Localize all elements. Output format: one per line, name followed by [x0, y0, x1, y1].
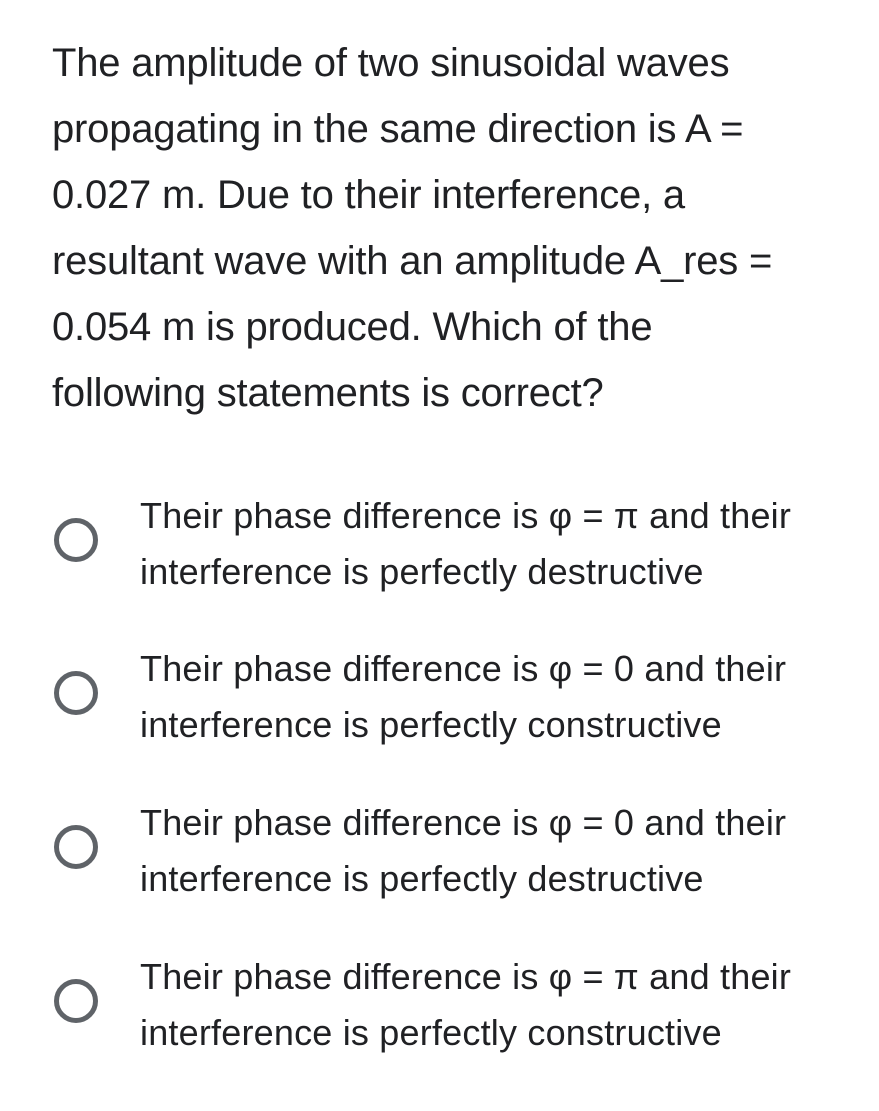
option-label-line: Their phase difference is φ = π and their — [140, 956, 792, 997]
answer-option-label — [140, 795, 875, 907]
radio-button-icon[interactable] — [54, 518, 98, 562]
answer-option-4[interactable] — [0, 949, 879, 1069]
question-line: propagating in the same direction is A = — [52, 107, 744, 151]
option-label-line: Their phase difference is φ = 0 and their — [140, 802, 787, 843]
question-line: resultant wave with an amplitude A_res = — [52, 239, 773, 283]
question-text — [52, 30, 852, 426]
answer-option-label — [140, 949, 875, 1061]
option-label-line: interference is perfectly destructive — [140, 858, 704, 899]
option-label-line: interference is perfectly constructive — [140, 704, 722, 745]
radio-button-icon[interactable] — [54, 979, 98, 1023]
radio-button-icon[interactable] — [54, 671, 98, 715]
radio-button-icon[interactable] — [54, 825, 98, 869]
answer-option-label — [140, 641, 875, 753]
answer-option-2[interactable] — [0, 641, 879, 761]
answer-option-label — [140, 488, 875, 600]
question-line: 0.027 m. Due to their interference, a — [52, 173, 685, 217]
option-label-line: Their phase difference is φ = 0 and their — [140, 648, 787, 689]
question-line: 0.054 m is produced. Which of the — [52, 305, 653, 349]
option-label-line: interference is perfectly constructive — [140, 1012, 722, 1053]
question-line: The amplitude of two sinusoidal waves — [52, 41, 730, 85]
answer-option-3[interactable] — [0, 795, 879, 915]
option-label-line: interference is perfectly destructive — [140, 551, 704, 592]
option-label-line: Their phase difference is φ = π and their — [140, 495, 792, 536]
question-line: following statements is correct? — [52, 371, 604, 415]
answer-option-1[interactable] — [0, 488, 879, 608]
